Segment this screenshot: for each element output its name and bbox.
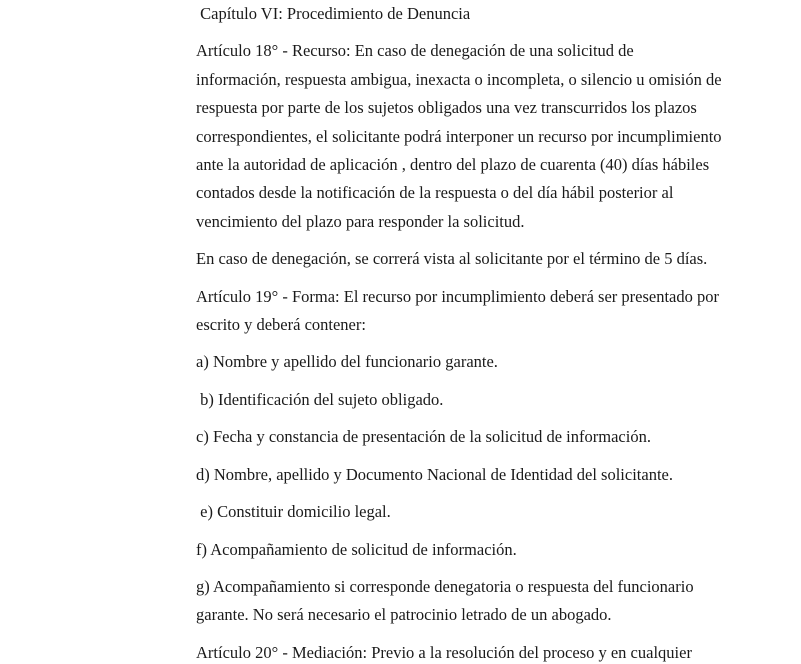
item-f — [196, 536, 762, 564]
text-line: d) Nombre, apellido y Documento Nacional de Identidad del solicitante. — [196, 464, 673, 484]
text-line: vencimiento del plazo para responder la solicitud. — [196, 211, 525, 231]
item-c — [196, 423, 762, 451]
chapter-heading — [196, 0, 762, 28]
item-a — [196, 348, 762, 376]
text-line: En caso de denegación, se correrá vista al solicitante por el término de 5 días. — [196, 249, 708, 269]
articulo-18-recurso — [196, 37, 762, 236]
articulo-19-forma — [196, 283, 762, 340]
item-e — [196, 498, 762, 526]
articulo-20-mediacion — [196, 639, 762, 664]
item-b — [196, 386, 762, 414]
text-line: Artículo 19° - Forma: El recurso por incumplimiento deberá ser presentado por — [196, 286, 719, 306]
text-line: escrito y deberá contener: — [196, 315, 366, 335]
document-text — [196, 0, 762, 664]
text-line: correspondientes, el solicitante podrá interponer un recurso por incumplimiento — [196, 126, 722, 146]
text-line: b) Identificación del sujeto obligado. — [196, 389, 444, 409]
text-line: contados desde la notificación de la respuesta o del día hábil posterior al — [196, 183, 674, 203]
text-line: información, respuesta ambigua, inexacta o incompleta, o silencio u omisión de — [196, 69, 722, 89]
text-line: Capítulo VI: Procedimiento de Denuncia — [196, 4, 471, 23]
text-line: garante. No será necesario el patrocinio letrado de un abogado. — [196, 605, 612, 625]
parrafo-vista-denegacion — [196, 245, 762, 273]
item-g — [196, 573, 762, 630]
text-line: Artículo 18° - Recurso: En caso de denegación de una solicitud de — [196, 41, 634, 61]
item-d — [196, 461, 762, 489]
text-line: a) Nombre y apellido del funcionario garante. — [196, 352, 498, 372]
text-line: respuesta por parte de los sujetos obligados una vez transcurridos los plazos — [196, 98, 697, 118]
text-line: Artículo 20° - Mediación: Previo a la resolución del proceso y en cualquier — [196, 642, 692, 662]
text-line: e) Constituir domicilio legal. — [196, 502, 391, 522]
text-line: ante la autoridad de aplicación , dentro del plazo de cuarenta (40) días hábiles — [196, 155, 710, 175]
text-line: c) Fecha y constancia de presentación de la solicitud de información. — [196, 427, 651, 447]
text-line: g) Acompañamiento si corresponde denegatoria o respuesta del funcionario — [196, 576, 694, 596]
text-line: f) Acompañamiento de solicitud de información. — [196, 539, 517, 559]
